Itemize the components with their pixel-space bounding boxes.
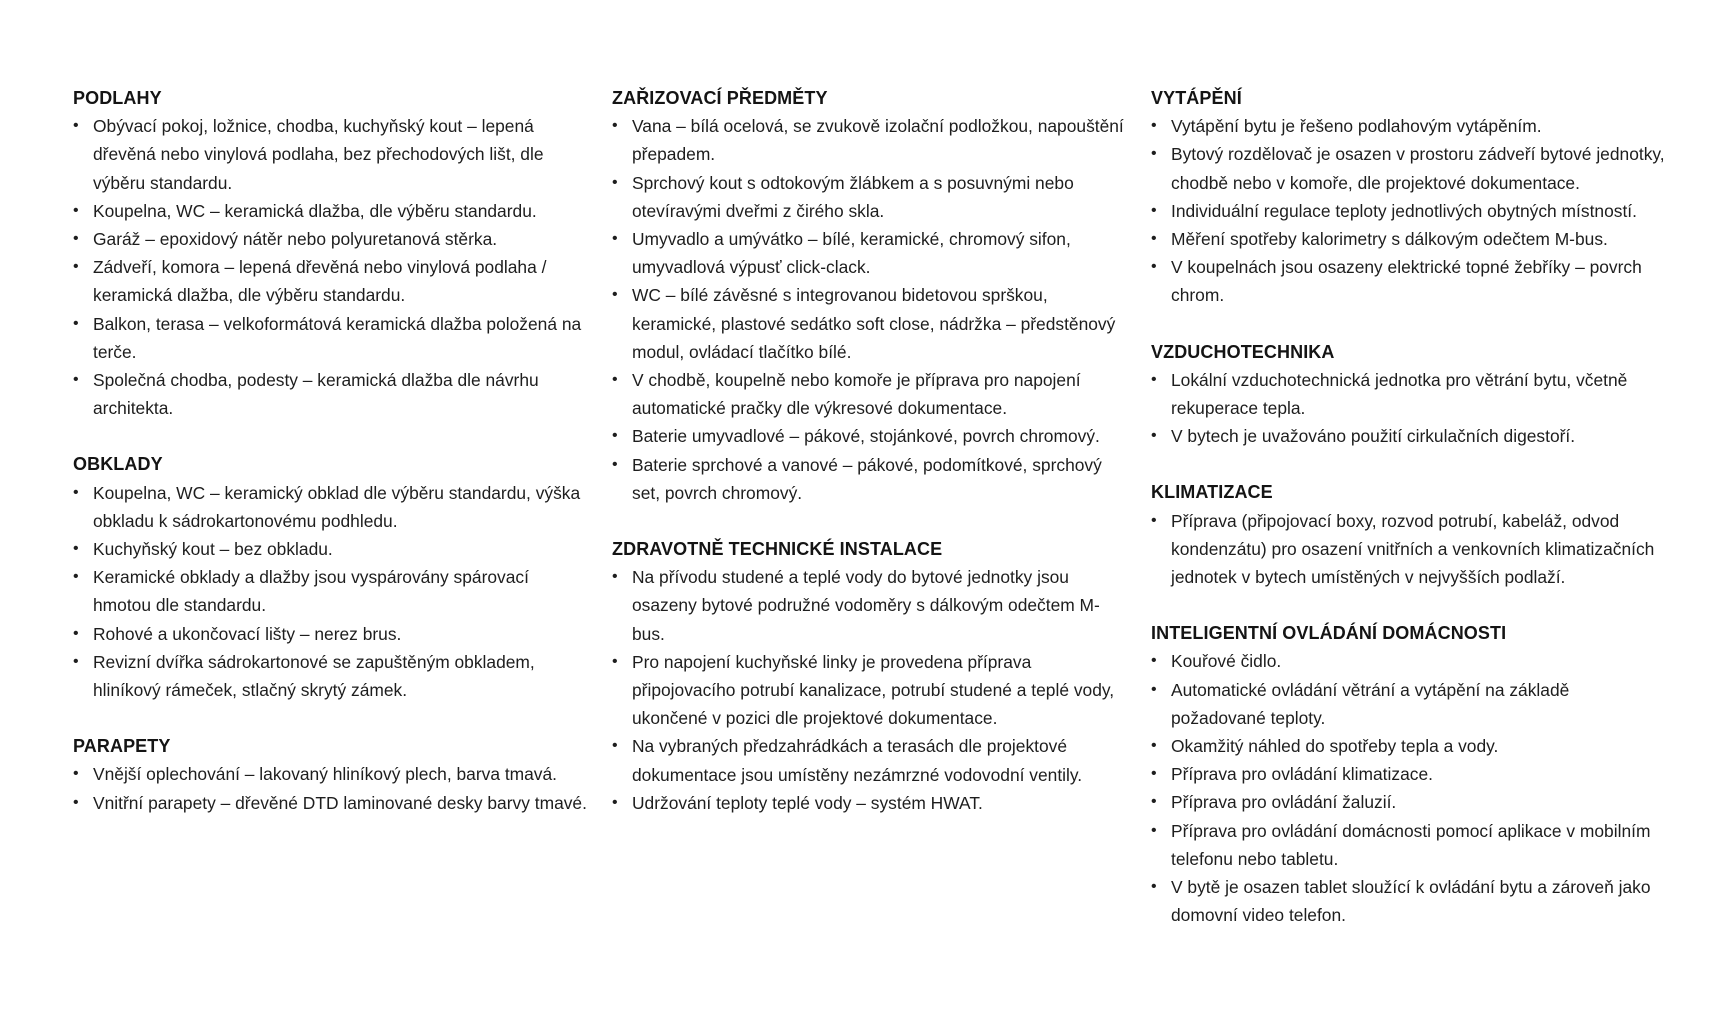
list-item-text: Vnitřní parapety – dřevěné DTD laminované desky barvy tmavé. [93,792,587,813]
list-item [1151,647,1666,675]
list-item [1151,197,1666,225]
list-item-text: V chodbě, koupelně nebo komoře je příprava pro napojení automatické pračky dle výkresové dokumentace. [632,370,1081,419]
bullet-icon: • [612,173,618,191]
spec-section [1151,84,1666,310]
list-item [612,732,1127,788]
bullet-icon: • [612,230,618,248]
list-item [73,760,588,788]
list-item-text: Pro napojení kuchyňské linky je provedena příprava připojovacího potrubí kanalizace, potrubí studené a teplé vody, ukončené v pozici dle projektové dokumentace. [632,651,1115,729]
bullet-icon: • [73,793,79,811]
bullet-icon: • [73,765,79,783]
list-item [73,366,588,422]
bullet-icon: • [73,371,79,389]
bullet-icon: • [1151,737,1157,755]
list-item-text: Kouřové čidlo. [1171,651,1282,672]
bullet-icon: • [73,258,79,276]
list-item-text: Společná chodba, podesty – keramická dlažba dle návrhu architekta. [93,370,539,419]
section-heading: VYTÁPĚNÍ [1151,88,1242,108]
list-item-text: Příprava pro ovládání klimatizace. [1171,764,1433,785]
list-item [1151,507,1666,592]
bullet-icon: • [612,455,618,473]
bullet-list [73,479,588,705]
bullet-icon: • [73,568,79,586]
bullet-icon: • [73,230,79,248]
list-item [612,169,1127,225]
bullet-icon: • [1151,511,1157,529]
list-item [73,563,588,619]
list-item [1151,676,1666,732]
section-heading: PODLAHY [73,88,162,108]
list-item [612,225,1127,281]
bullet-icon: • [1151,117,1157,135]
list-item-text: Příprava pro ovládání žaluzií. [1171,792,1397,813]
spec-section [1151,478,1666,591]
list-item-text: Na přívodu studené a teplé vody do bytové jednotky jsou osazeny bytové podružné vodoměry s dálkovým odečtem M-bus. [632,567,1100,644]
bullet-icon: • [73,652,79,670]
bullet-icon: • [1151,680,1157,698]
bullet-icon: • [612,286,618,304]
list-item-text: Okamžitý náhled do spotřeby tepla a vody. [1171,736,1499,757]
list-item-text: Rohové a ukončovací lišty – nerez brus. [93,623,402,644]
list-item-text: Bytový rozdělovač je osazen v prostoru zádveří bytové jednotky, chodbě nebo v komoře, dle projektové dokumentace. [1171,144,1665,193]
list-item-text: Balkon, terasa – velkoformátová keramická dlažba položená na terče. [93,313,582,362]
list-item [1151,873,1666,929]
bullet-icon: • [73,483,79,501]
list-item [1151,140,1666,196]
bullet-icon: • [1151,821,1157,839]
list-item [612,366,1127,422]
list-item [1151,253,1666,309]
list-item [612,112,1127,168]
bullet-icon: • [612,568,618,586]
spec-column [1151,84,1666,957]
list-item-text: Baterie sprchové a vanové – pákové, podomítkové, sprchový set, povrch chromový. [632,454,1102,503]
list-item-text: Příprava pro ovládání domácnosti pomocí aplikace v mobilním telefonu nebo tabletu. [1171,820,1651,869]
list-item-text: Baterie umyvadlové – pákové, stojánkové, povrch chromový. [632,426,1100,447]
bullet-icon: • [612,427,618,445]
section-heading: PARAPETY [73,736,171,757]
list-item [73,535,588,563]
list-item [73,620,588,648]
list-item-text: Lokální vzduchotechnická jednotka pro větrání bytu, včetně rekuperace tepla. [1171,369,1628,419]
list-item-text: Obývací pokoj, ložnice, chodba, kuchyňský kout – lepená dřevěná nebo vinylová podlaha, bez přechodových lišt, dle výběru standardu. [93,116,544,193]
list-item-text: Příprava (připojovací boxy, rozvod potrubí, kabeláž, odvod kondenzátu) pro osazení vnitřních a venkovních klimatizačních jednotek v bytech umístěných v nejvyšších podlaží. [1171,510,1655,588]
list-item-text: Umyvadlo a umývátko – bílé, keramické, chromový sifon, umyvadlová výpusť click-clack. [632,229,1071,278]
bullet-icon: • [1151,145,1157,163]
section-heading: ZDRAVOTNĚ TECHNICKÉ INSTALACE [612,539,943,560]
bullet-list [73,112,588,422]
list-item-text: Automatické ovládání větrání a vytápění na základě požadované teploty. [1171,679,1570,728]
bullet-list [612,112,1127,507]
list-item [73,225,588,253]
list-item [612,281,1127,366]
list-item [1151,112,1666,140]
list-item-text: Vnější oplechování – lakovaný hliníkový plech, barva tmavá. [93,764,558,785]
list-item [1151,760,1666,788]
spec-section [73,450,588,704]
list-item-text: Keramické obklady a dlažby jsou vyspárovány spárovací hmotou dle standardu. [93,567,529,616]
bullet-icon: • [73,314,79,332]
bullet-icon: • [612,371,618,389]
list-item [1151,366,1666,422]
spec-section [1151,619,1666,929]
list-item-text: Udržování teploty teplé vody – systém HWAT. [632,792,983,813]
list-item-text: Na vybraných předzahrádkách a terasách dle projektové dokumentace jsou umístěny nezámrzné vodovodní ventily. [632,736,1083,785]
bullet-list [612,563,1127,817]
section-heading: OBKLADY [73,454,163,475]
bullet-icon: • [73,117,79,135]
list-item [1151,732,1666,760]
spec-section [73,732,588,817]
list-item-text: V koupelnách jsou osazeny elektrické topné žebříky – povrch chrom. [1171,257,1642,306]
list-item [73,253,588,309]
bullet-list [73,760,588,816]
bullet-icon: • [612,117,618,135]
list-item-text: Vana – bílá ocelová, se zvukově izolační podložkou, napouštění přepadem. [632,116,1124,165]
bullet-icon: • [1151,230,1157,248]
bullet-list [1151,366,1666,451]
bullet-list [1151,507,1666,592]
bullet-icon: • [1151,793,1157,811]
bullet-icon: • [1151,370,1157,388]
section-heading: VZDUCHOTECHNIKA [1151,341,1335,362]
spec-column [73,84,588,845]
bullet-list [1151,112,1666,309]
list-item-text: Vytápění bytu je řešeno podlahovým vytápěním. [1171,116,1542,137]
list-item [1151,817,1666,873]
list-item-text: Garáž – epoxidový nátěr nebo polyuretanová stěrka. [93,229,498,250]
list-item-text: V bytech je uvažováno použití cirkulačních digestoří. [1171,426,1576,447]
section-heading: KLIMATIZACE [1151,482,1273,503]
list-item-text: Sprchový kout s odtokovým žlábkem a s posuvnými nebo otevíravými dveřmi z čirého skla. [632,172,1074,221]
bullet-icon: • [1151,427,1157,445]
list-item [1151,225,1666,253]
spec-column [612,84,1127,845]
spec-section [1151,338,1666,451]
bullet-icon: • [1151,765,1157,783]
section-heading: INTELIGENTNÍ OVLÁDÁNÍ DOMÁCNOSTI [1151,623,1507,644]
list-item-text: Kuchyňský kout – bez obkladu. [93,539,333,560]
list-item [612,789,1127,817]
list-item-text: WC – bílé závěsné s integrovanou bidetovou sprškou, keramické, plastové sedátko soft close, nádržka – předstěnový modul, ovládací tlačítko bílé. [632,285,1116,362]
list-item-text: Koupelna, WC – keramická dlažba, dle výběru standardu. [93,200,537,221]
list-item-text: V bytě je osazen tablet sloužící k ovládání bytu a zároveň jako domovní video telefon. [1171,877,1651,926]
list-item [1151,788,1666,816]
bullet-icon: • [612,737,618,755]
section-heading: ZAŘIZOVACÍ PŘEDMĚTY [612,88,828,108]
bullet-icon: • [1151,258,1157,276]
list-item [73,197,588,225]
list-item-text: Revizní dvířka sádrokartonové se zapuštěným obkladem, hliníkový rámeček, stlačný skrytý zámek. [93,651,535,701]
list-item [612,451,1127,507]
bullet-list [1151,647,1666,929]
list-item [612,648,1127,733]
list-item [612,563,1127,648]
bullet-icon: • [1151,201,1157,219]
list-item [73,479,588,535]
list-item-text: Měření spotřeby kalorimetry s dálkovým odečtem M-bus. [1171,229,1608,250]
bullet-icon: • [73,540,79,558]
bullet-icon: • [1151,652,1157,670]
bullet-icon: • [73,201,79,219]
list-item [1151,422,1666,450]
list-item [73,648,588,704]
spec-section [73,84,588,422]
list-item [73,310,588,366]
spec-section [612,84,1127,507]
bullet-icon: • [612,652,618,670]
list-item-text: Koupelna, WC – keramický obklad dle výběru standardu, výška obkladu k sádrokartonovému podhledu. [93,482,581,531]
list-item-text: Individuální regulace teploty jednotlivých obytných místností. [1171,200,1637,221]
bullet-icon: • [1151,878,1157,896]
list-item [612,422,1127,450]
list-item [73,112,588,197]
spec-section [612,535,1127,817]
list-item-text: Zádveří, komora – lepená dřevěná nebo vinylová podlaha / keramická dlažba, dle výběru standardu. [93,257,547,306]
list-item [73,789,588,817]
bullet-icon: • [612,793,618,811]
bullet-icon: • [73,624,79,642]
